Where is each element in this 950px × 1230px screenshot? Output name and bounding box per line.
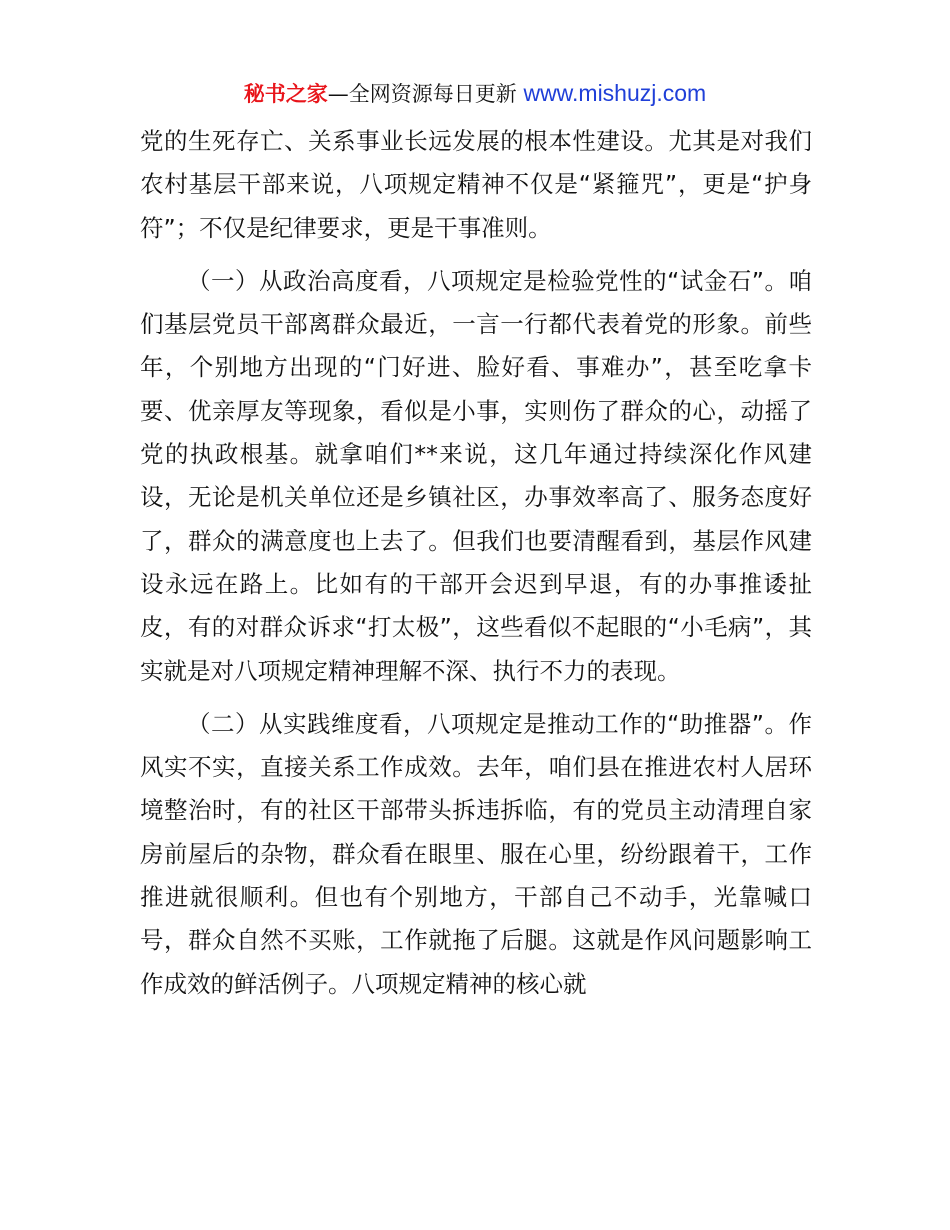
paragraph-continuation: 党的生死存亡、关系事业长远发展的根本性建设。尤其是对我们农村基层干部来说，八项规定精神不仅是“紧箍咒”，更是“护身符”；不仅是纪律要求，更是干事准则。	[140, 127, 812, 242]
header-tagline: —全网资源每日更新	[327, 82, 517, 106]
page-header	[0, 78, 950, 109]
paragraph-political-height: （一）从政治高度看，八项规定是检验党性的“试金石”。咱们基层党员干部离群众最近，一言一行都代表着党的形象。前些年，个别地方出现的“门好进、脸好看、事难办”，甚至吃拿卡要、优亲厚友等现象，看似是小事，实则伤了群众的心，动摇了党的执政根基。就拿咱们**来说，这几年通过持续深化作风建设，无论是机关单位还是乡镇社区，办事效率高了、服务态度好了，群众的满意度也上去了。但我们也要清醒看到，基层作风建设永远在路上。比如有的干部开会迟到早退，有的办事推诿扯皮，有的对群众诉求“打太极”，这些看似不起眼的“小毛病”，其实就是对八项规定精神理解不深、执行不力的表现。	[140, 266, 812, 685]
paragraph-practice-dimension: （二）从实践维度看，八项规定是推动工作的“助推器”。作风实不实，直接关系工作成效。去年，咱们县在推进农村人居环境整治时，有的社区干部带头拆违拆临，有的党员主动清理自家房前屋后的杂物，群众看在眼里、服在心里，纷纷跟着干，工作推进就很顺利。但也有个别地方，干部自己不动手，光靠喊口号，群众自然不买账，工作就拖了后腿。这就是作风问题影响工作成效的鲜活例子。八项规定精神的核心就	[140, 709, 812, 998]
site-link[interactable]: www.mishuzj.com	[523, 80, 707, 106]
brand-name: 秘书之家	[243, 82, 328, 106]
document-body	[140, 120, 812, 1006]
